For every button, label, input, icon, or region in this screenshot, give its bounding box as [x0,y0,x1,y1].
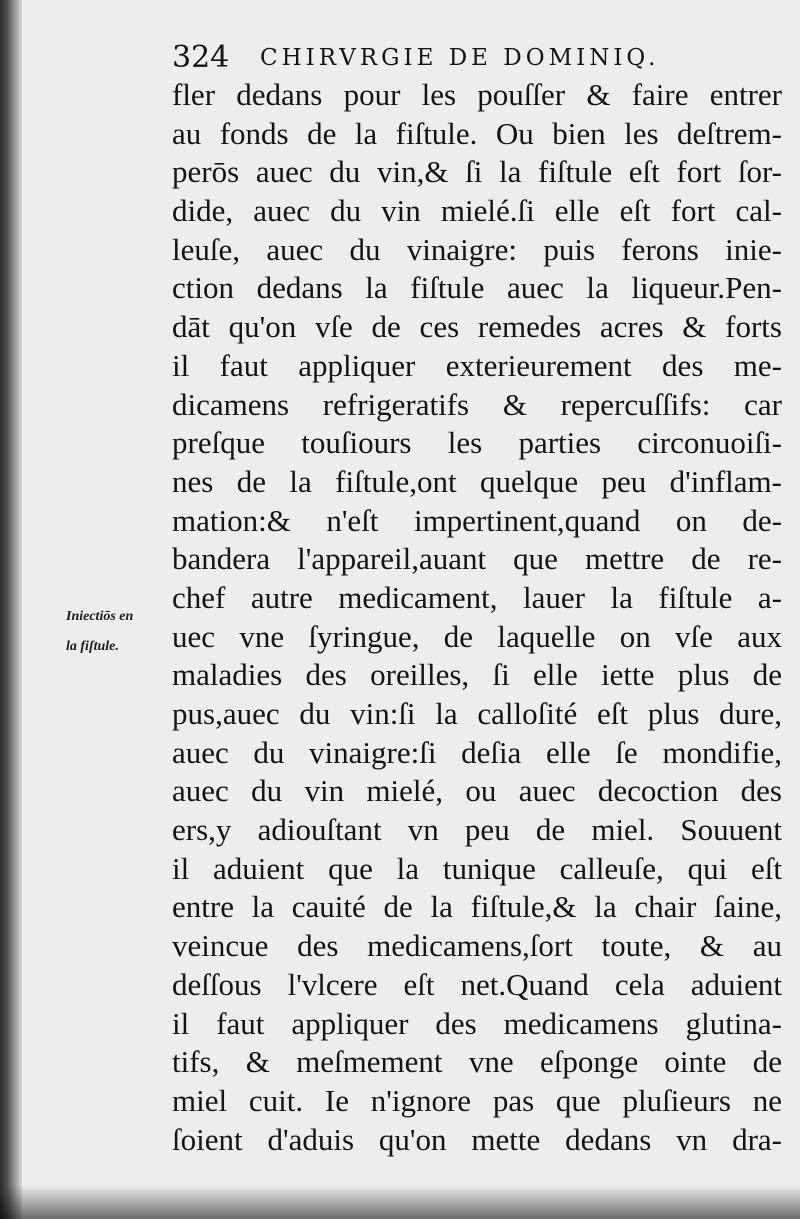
text-line: il faut appliquer exterieurement des me- [172,347,782,383]
text-line: auec du vinaigre:ſi deſia elle ſe mondifie, [172,734,782,770]
text-line: dāt qu'on vſe de ces remedes acres & forts [172,309,782,345]
body-text [172,76,782,1159]
text-line: ction dedans la fiſtule auec la liqueur.Pen- [172,270,782,306]
text-line: leuſe, auec du vinaigre: puis ferons inie- [172,231,782,267]
text-line: deſſous l'vlcere eſt net.Quand cela aduient [172,966,782,1002]
text-line: auec du vin mielé, ou auec decoction des [172,773,782,809]
book-gutter-shadow [0,0,22,1219]
text-line: preſque touſiours les parties circonuoiſi- [172,425,782,461]
text-line: uec vne ſyringue, de laquelle on vſe aux [172,618,782,654]
text-line: chef autre medicament, lauer la fiſtule a- [172,579,782,615]
page-number: 324 [172,40,230,75]
text-line: ſoient d'aduis qu'on mette dedans vn dra- [172,1121,782,1157]
text-line: pus,auec du vin:ſi la calloſité eſt plus dure, [172,696,782,731]
text-line: dide, auec du vin mielé.ſi elle eſt fort cal- [172,193,782,229]
text-line: ers,y adiouſtant vn peu de miel. Souuent [172,812,782,848]
text-line: mation:& n'eſt impertinent,quand on de- [172,502,782,538]
margin-note [66,602,178,662]
text-line: il aduient que la tunique calleuſe, qui eſt [172,850,782,886]
text-line: miel cuit. Ie n'ignore pas que pluſieurs ne [172,1082,782,1118]
text-line: veincue des medicamens,ſort toute, & au [172,928,782,964]
text-line: dicamens refrigeratifs & repercuſſifs: car [172,386,782,422]
text-line: maladies des oreilles, ſi elle iette plus de [172,657,782,693]
page-bottom-shadow [0,1185,800,1219]
text-line: perōs auec du vin,& ſi la fiſtule eſt fort ſor- [172,154,782,190]
text-line: nes de la fiſtule,ont quelque peu d'inflam- [172,463,782,499]
text-line: au fonds de la fiſtule. Ou bien les deſtrem- [172,115,782,151]
text-line: tifs, & meſmement vne eſponge ointe de [172,1044,782,1080]
page-header [172,36,782,80]
text-line: fler dedans pour les pouſſer & faire entrer [172,77,782,112]
text-line: entre la cauité de la fiſtule,& la chair ſaine, [172,889,782,925]
margin-note-line: la fiſtule. [66,639,119,654]
text-line: bandera l'appareil,auant que mettre de re- [172,541,782,577]
text-line: il faut appliquer des medicamens glutina- [172,1005,782,1041]
running-head: CHIRVRGIE DE DOMINIQ. [260,45,660,71]
margin-note-line: Iniectiōs en [66,609,134,624]
